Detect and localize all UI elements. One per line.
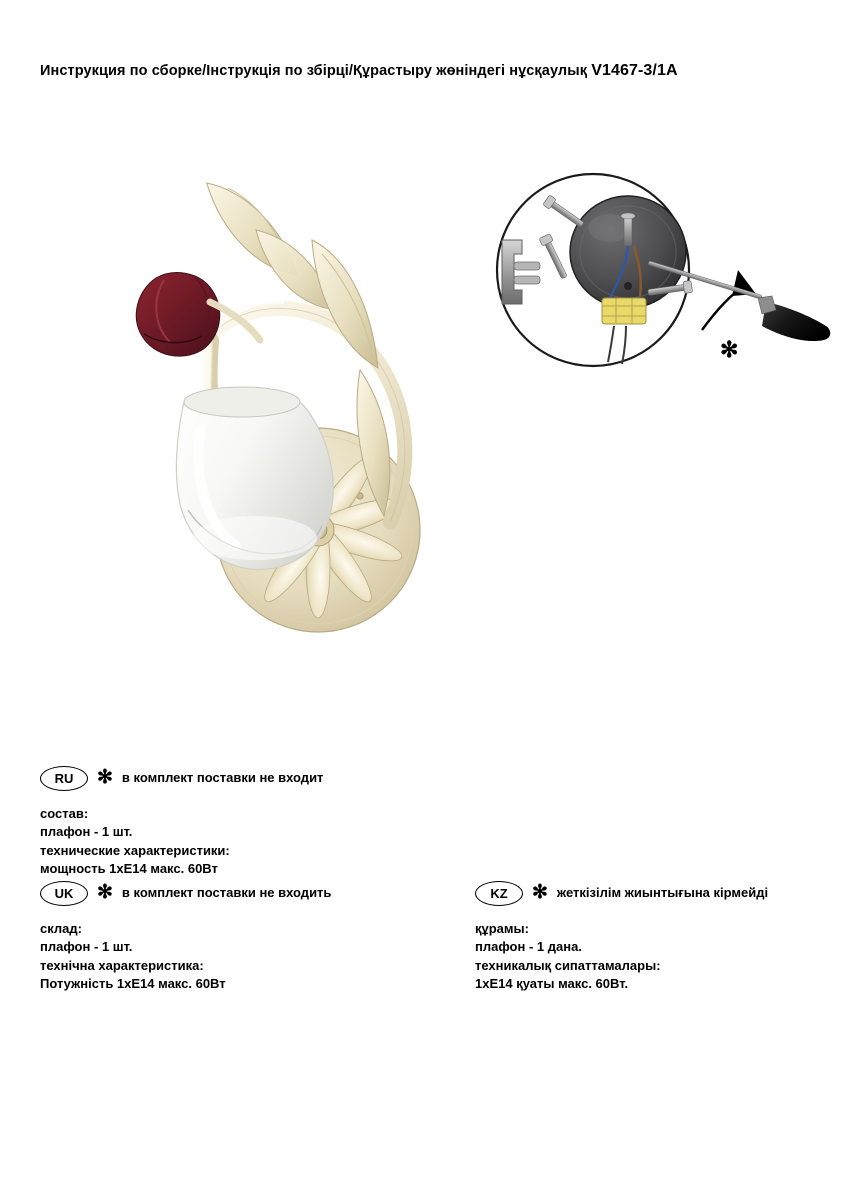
lang-row-kz [475, 880, 845, 906]
lamp-product-illustration [60, 130, 480, 650]
lamp-glass-shade [176, 387, 333, 569]
spec-block-uk [40, 880, 440, 994]
model-number: V1467-3/1A [591, 62, 678, 79]
installation-detail-illustration [450, 170, 840, 400]
lang-row-uk [40, 880, 440, 906]
spec-line: технические характеристики: [40, 842, 230, 858]
spec-line: құрамы: [475, 921, 529, 936]
lang-badge-ru: RU [40, 766, 88, 791]
spec-block-kz [475, 880, 845, 994]
spec-line: плафон - 1 дана. [475, 939, 582, 955]
spec-line: технічна характеристика: [40, 957, 204, 973]
spec-lines-kz [475, 920, 845, 994]
spec-line: склад: [40, 921, 82, 936]
illustration-area [0, 110, 848, 670]
lang-note-ru: в комплект поставки не входит [121, 769, 324, 785]
lang-note-uk: в комплект поставки не входить [121, 884, 332, 900]
terminal-block [602, 298, 646, 324]
lang-badge-kz: KZ [475, 881, 523, 906]
spec-block-ru [40, 765, 440, 879]
lang-badge-uk: UK [40, 881, 88, 906]
rotation-arrow [702, 270, 756, 330]
spec-line: плафон - 1 шт. [40, 824, 133, 840]
lang-note-kz: жеткізілім жиынтығына кірмейді [556, 884, 769, 900]
spec-line: 1хЕ14 қуаты макс. 60Вт. [475, 976, 629, 992]
spec-lines-uk [40, 920, 440, 994]
spec-line: техникалық сипаттамалары: [475, 957, 661, 973]
asterisk-icon: ✻ [97, 881, 113, 903]
install-asterisk-callout: ✻ [720, 337, 739, 362]
spec-line: мощность 1хЕ14 макс. 60Вт [40, 861, 218, 877]
page-title [40, 62, 810, 80]
spec-line: состав: [40, 806, 89, 821]
lang-row-ru [40, 765, 440, 791]
spec-lines-ru [40, 805, 440, 879]
spec-line: плафон - 1 шт. [40, 939, 133, 955]
spec-line: Потужність 1хЕ14 макс. 60Вт [40, 976, 226, 992]
page-title-text: Инструкция по сборке/Інструкція по збірці/Құрастыру жөніндегі нұсқаулық [40, 63, 588, 79]
asterisk-icon: ✻ [532, 881, 548, 903]
asterisk-icon: ✻ [97, 766, 113, 788]
